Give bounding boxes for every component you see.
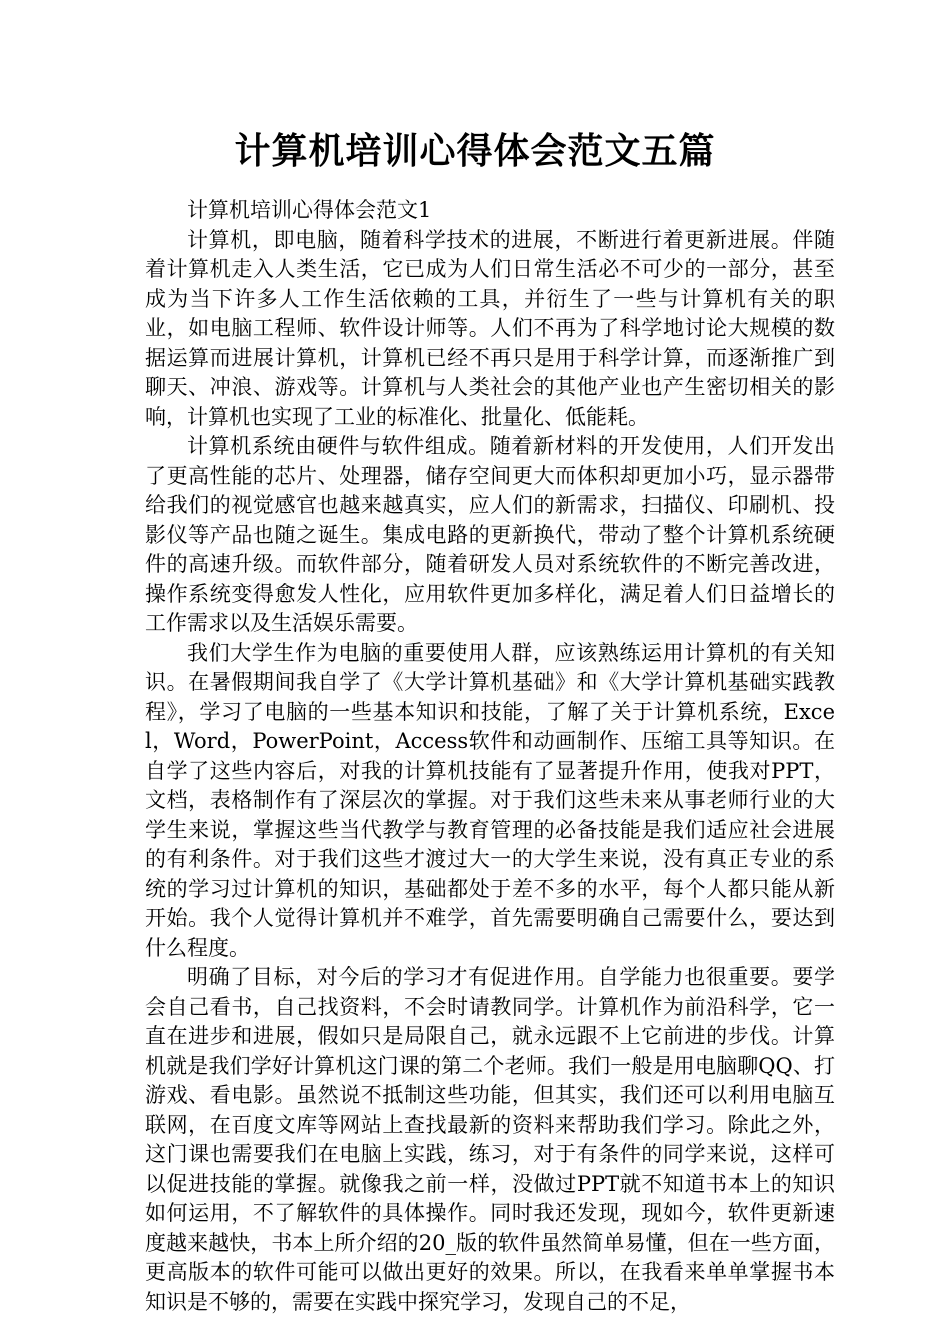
paragraph-2: 计算机系统由硬件与软件组成。随着新材料的开发使用，人们开发出了更高性能的芯片、处理器，储存空间更大而体积却更加小巧，显示器带给我们的视觉感官也越来越真实，应人们的新需求，扫描仪、印刷机、投影仪等产品也随之诞生。集成电路的更新换代，带动了整个计算机系统硬件的高速升级。而软件部分，随着研发人员对系统软件的不断完善改进，操作系统变得愈发人性化，应用软件更加多样化，满足着人们日益增长的工作需求以及生活娱乐需要。 — [145, 434, 835, 635]
paragraph-3: 我们大学生作为电脑的重要使用人群，应该熟练运用计算机的有关知识。在暑假期间我自学了《大学计算机基础》和《大学计算机基础实践教程》，学习了电脑的一些基本知识和技能，了解了关于计算机系统，Excel，Word，PowerPoint，Access软件和动画制作、压缩工具等知识。在自学了这些内容后，对我的计算机技能有了显著提升作用，使我对PPT，文档，表格制作有了深层次的掌握。对于我们这些未来从事老师行业的大学生来说，掌握这些当代教学与教育管理的必备技能是我们适应社会进展的有利条件。对于我们这些才渡过大一的大学生来说，没有真正专业的系统的学习过计算机的知识，基础都处于差不多的水平，每个人都只能从新开始。我个人觉得计算机并不难学，首先需要明确自己需要什么，要达到什么程度。 — [145, 640, 835, 960]
section-subtitle: 计算机培训心得体会范文1 — [187, 198, 432, 222]
paragraph-4: 明确了目标，对今后的学习才有促进作用。自学能力也很重要。要学会自己看书，自己找资料，不会时请教同学。计算机作为前沿科学，它一直在进步和进展，假如只是局限自己，就永远跟不上它前进的步伐。计算机就是我们学好计算机这门课的第二个老师。我们一般是用电脑聊QQ、打游戏、看电影。虽然说不抵制这些功能，但其实，我们还可以利用电脑互联网，在百度文库等网站上查找最新的资料来帮助我们学习。除此之外，这门课也需要我们在电脑上实践，练习，对于有条件的同学来说，这样可以促进技能的掌握。就像我之前一样，没做过PPT就不知道书本上的知识如何运用，不了解软件的具体操作。同时我还发现，现如今，软件更新速度越来越快，书本上所介绍的20_版的软件虽然简单易懂，但在一些方面，更高版本的软件可能可以做出更好的效果。所以，在我看来单单掌握书本知识是不够的，需要在实践中探究学习，发现自己的不足， — [145, 965, 835, 1314]
document-body — [145, 196, 835, 1317]
document-title: 计算机培训心得体会范文五篇 — [234, 131, 716, 172]
paragraph-1: 计算机，即电脑，随着科学技术的进展，不断进行着更新进展。伴随着计算机走入人类生活，它已成为人们日常生活必不可少的一部分，甚至成为当下许多人工作生活依赖的工具，并衍生了一些与计算机有关的职业，如电脑工程师、软件设计师等。人们不再为了科学地讨论大规模的数据运算而进展计算机，计算机已经不再只是用于科学计算，而逐渐推广到聊天、冲浪、游戏等。计算机与人类社会的其他产业也产生密切相关的影响，计算机也实现了工业的标准化、批量化、低能耗。 — [145, 227, 835, 429]
